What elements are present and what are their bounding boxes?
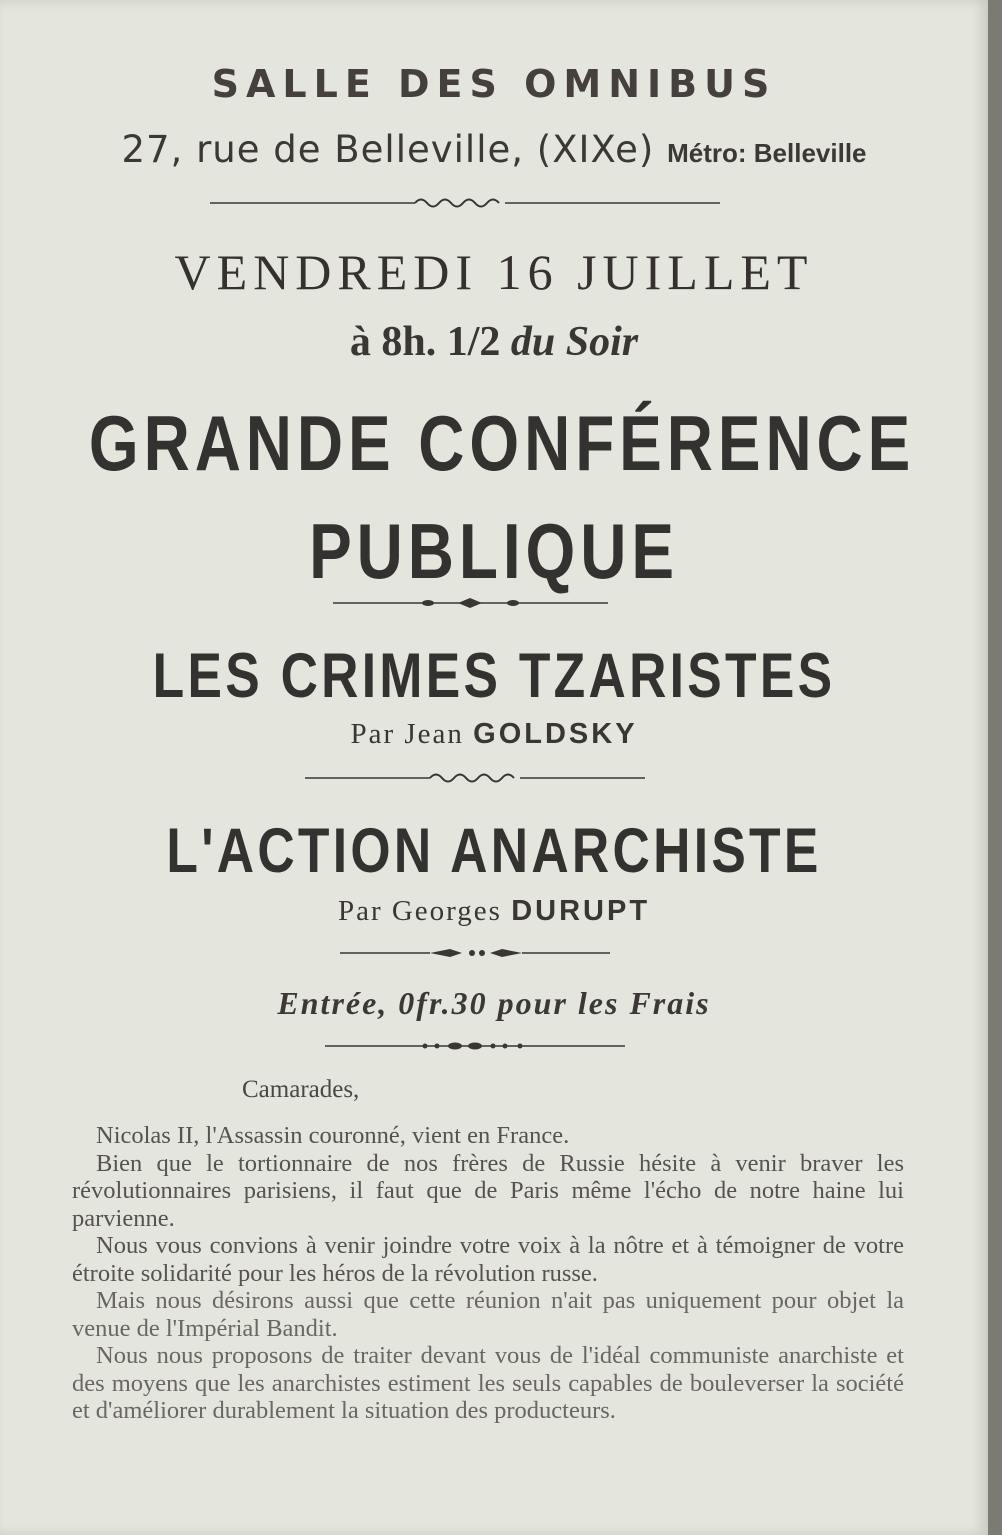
ornament-divider-5 [325,1039,625,1053]
talk-2-speaker: DURUPT [511,895,651,927]
talk-2-by: Par Georges [337,895,502,927]
talk-2-byline [0,895,988,928]
letter-paragraph: Nous vous convions à venir joindre votre voix à la nôtre et à témoigner de votre étroite solidarité pour les héros de la révolution russe. [72,1232,904,1287]
ornament-divider-1 [210,196,720,210]
event-time-suffix: du Soir [510,319,639,365]
metro-station: Métro: Belleville [667,138,867,168]
headline-line-1: GRANDE CONFÉRENCE [88,399,916,487]
letter-body [72,1122,904,1425]
ornament-divider-4 [340,946,610,960]
talk-1-title: LES CRIMES TZARISTES [152,641,836,711]
talk-1-speaker: GOLDSKY [473,718,638,750]
event-time [0,318,988,366]
letter-paragraph: Nicolas II, l'Assassin couronné, vient en France. [96,1122,570,1149]
street-address: 27, rue de Belleville, (XIXe) [121,128,655,171]
event-hour: à 8h. 1/2 [349,319,501,365]
talk-1-by: Par Jean [350,718,464,750]
venue-address [0,128,988,171]
talk-2-title: L'ACTION ANARCHISTE [166,816,822,886]
ornament-divider-3 [305,771,645,785]
talk-1-byline [0,718,988,751]
event-date: VENDREDI 16 JUILLET [174,244,814,300]
headline-line-2: PUBLIQUE [309,507,679,595]
letter-salutation: Camarades, [242,1076,360,1103]
ornament-divider-2 [333,596,608,610]
letter-paragraph: Mais nous désirons aussi que cette réunion n'ait pas uniquement pour objet la venue de l'Impérial Bandit. [72,1287,904,1342]
scan-edge [988,0,1002,1535]
letter-paragraph: Nous nous proposons de traiter devant vous de l'idéal communiste anarchiste et des moyens que les anarchistes estiment les seuls capables de bouleverser la société et d'améliorer durablement la situation des producteurs. [72,1342,904,1424]
venue-name: SALLE DES OMNIBUS [211,62,777,106]
entry-fee: Entrée, 0fr.30 pour les Frais [277,985,711,1021]
letter-paragraph: Bien que le tortionnaire de nos frères de Russie hésite à venir braver les révolutionnaires parisiens, il faut que de Paris même l'écho de notre haine lui parvienne. [72,1149,904,1232]
